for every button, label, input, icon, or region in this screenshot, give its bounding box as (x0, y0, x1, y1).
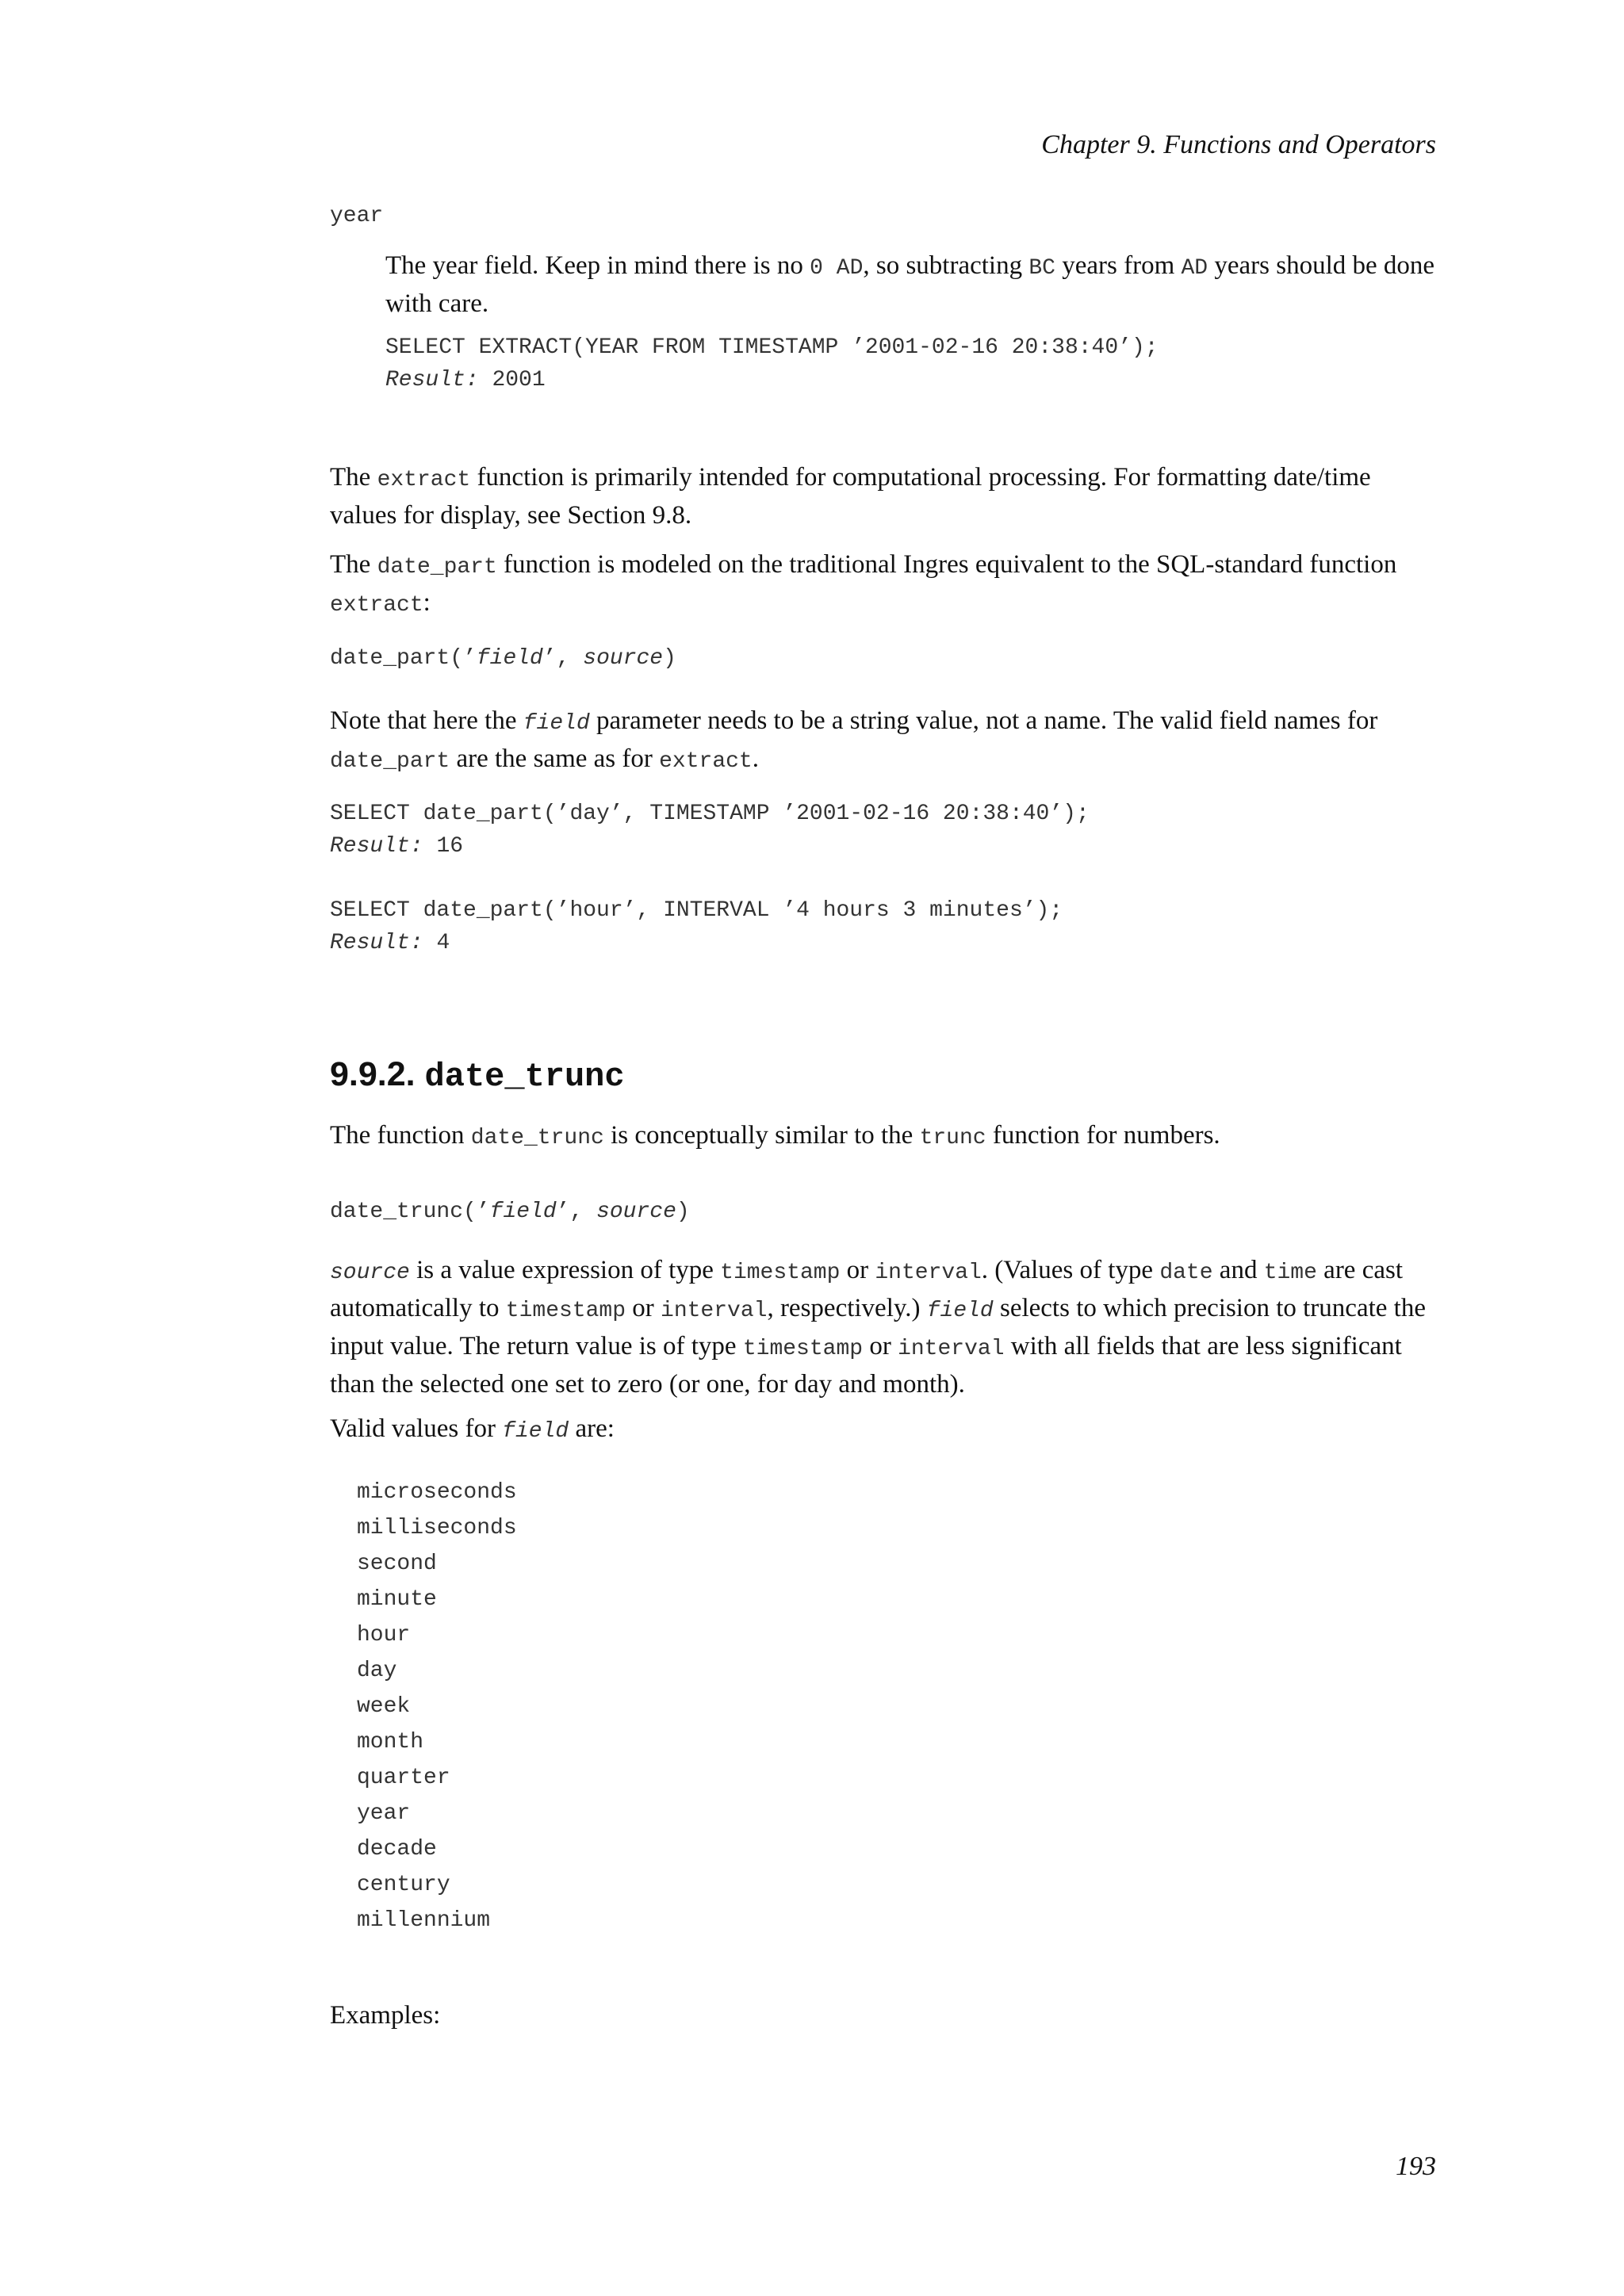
code-text: ’, (542, 646, 584, 671)
code-literal: source (330, 1261, 410, 1285)
code-literal: field (502, 1419, 569, 1444)
text: The (330, 550, 377, 579)
list-item: millennium (357, 1908, 491, 1933)
list-item: milliseconds (357, 1516, 517, 1540)
term-year: year (330, 204, 384, 228)
code-literal: BC (1028, 256, 1055, 281)
text: , respectively.) (767, 1294, 927, 1322)
param-field: field (476, 646, 543, 671)
text: or (863, 1332, 898, 1360)
text: . (752, 744, 759, 773)
result-label: Result: (385, 368, 479, 392)
text: , so subtracting (863, 251, 1029, 280)
list-item: year (357, 1801, 411, 1826)
text: years from (1055, 251, 1182, 280)
text: function for numbers. (986, 1121, 1220, 1150)
year-example-result (385, 364, 1437, 396)
list-item: week (357, 1694, 411, 1719)
paragraph-extract (330, 460, 1437, 534)
code-literal: 0 AD (810, 256, 864, 281)
example-2-query: SELECT date_part(’hour’, INTERVAL ’4 hours 3 minutes’); (330, 898, 1063, 923)
code-literal: interval (898, 1337, 1005, 1361)
param-source: source (583, 646, 664, 671)
text: years should be done with care. (385, 251, 1435, 318)
result-value: 4 (436, 931, 450, 955)
text: The year field. Keep in mind there is no (385, 251, 810, 280)
param-field: field (489, 1200, 557, 1224)
example-2-result (330, 927, 1437, 959)
page-number: 193 (1396, 2152, 1436, 2181)
code-literal: date_part (377, 555, 497, 580)
code-text: date_part(’ (330, 646, 477, 671)
list-item: minute (357, 1587, 437, 1612)
list-item: century (357, 1873, 450, 1897)
list-item: microseconds (357, 1480, 517, 1505)
text: is conceptually similar to the (603, 1121, 920, 1150)
code-literal: timestamp (505, 1299, 626, 1323)
list-item: day (357, 1659, 397, 1683)
paragraph-source (330, 1253, 1437, 1402)
text: are cast automatically to (330, 1256, 1404, 1322)
text: Note that here the (330, 706, 523, 735)
section-heading (330, 1050, 625, 1100)
text: . (Values of type (981, 1256, 1160, 1284)
section-title: date_trunc (424, 1058, 625, 1096)
code-literal: extract (330, 593, 423, 618)
text: and (1212, 1256, 1264, 1284)
examples-label: Examples: (330, 2001, 441, 2030)
result-value: 16 (436, 834, 464, 859)
paragraph-date-trunc (330, 1118, 1437, 1156)
code-text: date_trunc(’ (330, 1200, 490, 1224)
code-literal: field (523, 711, 590, 736)
list-item: month (357, 1730, 424, 1755)
code-literal: interval (661, 1299, 768, 1323)
code-text: ’, (556, 1200, 597, 1224)
text: are the same as for (450, 744, 660, 773)
result-label: Result: (330, 931, 423, 955)
text: : (423, 588, 431, 617)
text: function is primarily intended for computational processing. For formatting date/time values for display, see Section 9.8. (330, 463, 1371, 530)
paragraph-valid-values (330, 1411, 1437, 1449)
example-1-query: SELECT date_part(’day’, TIMESTAMP ’2001-02-16 20:38:40’); (330, 802, 1090, 826)
text: Valid values for (330, 1414, 503, 1443)
code-literal: date_part (330, 749, 450, 774)
list-item: quarter (357, 1766, 450, 1790)
year-description (385, 248, 1437, 322)
code-literal: timestamp (720, 1261, 841, 1285)
text: are: (569, 1414, 615, 1443)
example-1-result (330, 830, 1437, 863)
param-source: source (596, 1200, 676, 1224)
text: function is modeled on the traditional Ingres equivalent to the SQL-standard function (496, 550, 1397, 579)
code-literal: extract (659, 749, 753, 774)
text: is a value expression of type (409, 1256, 721, 1284)
code-literal: time (1263, 1261, 1317, 1285)
code-text: ) (676, 1200, 690, 1224)
code-literal: timestamp (742, 1337, 864, 1361)
text: The function (330, 1121, 471, 1150)
running-header: Chapter 9. Functions and Operators (1041, 130, 1436, 159)
code-literal: date (1159, 1261, 1213, 1285)
result-value: 2001 (492, 368, 546, 392)
text: or (840, 1256, 875, 1284)
text: parameter needs to be a string value, not a name. The valid field names for (589, 706, 1378, 735)
synopsis-date-part (330, 642, 1437, 675)
code-literal: field (926, 1299, 994, 1323)
list-item: hour (357, 1623, 411, 1647)
text: with all fields that are less significant than the selected one set to zero (or one, for day and month). (330, 1332, 1402, 1399)
result-label: Result: (330, 834, 423, 859)
list-item: decade (357, 1837, 437, 1862)
text: or (626, 1294, 661, 1322)
code-literal: trunc (919, 1126, 986, 1150)
text: The (330, 463, 377, 492)
year-example-query: SELECT EXTRACT(YEAR FROM TIMESTAMP ’2001-02-16 20:38:40’); (385, 335, 1159, 360)
section-number: 9.9.2. (330, 1055, 416, 1093)
code-literal: date_trunc (470, 1126, 604, 1150)
code-literal: interval (875, 1261, 982, 1285)
synopsis-date-trunc (330, 1196, 1437, 1228)
code-text: ) (663, 646, 676, 671)
code-literal: AD (1181, 256, 1208, 281)
paragraph-date-part (330, 547, 1437, 623)
code-literal: extract (377, 468, 471, 492)
valid-values-list (357, 1475, 517, 1938)
text: selects to which precision to truncate the input value. The return value is of type (330, 1294, 1426, 1360)
list-item: second (357, 1552, 437, 1576)
paragraph-note (330, 703, 1437, 779)
